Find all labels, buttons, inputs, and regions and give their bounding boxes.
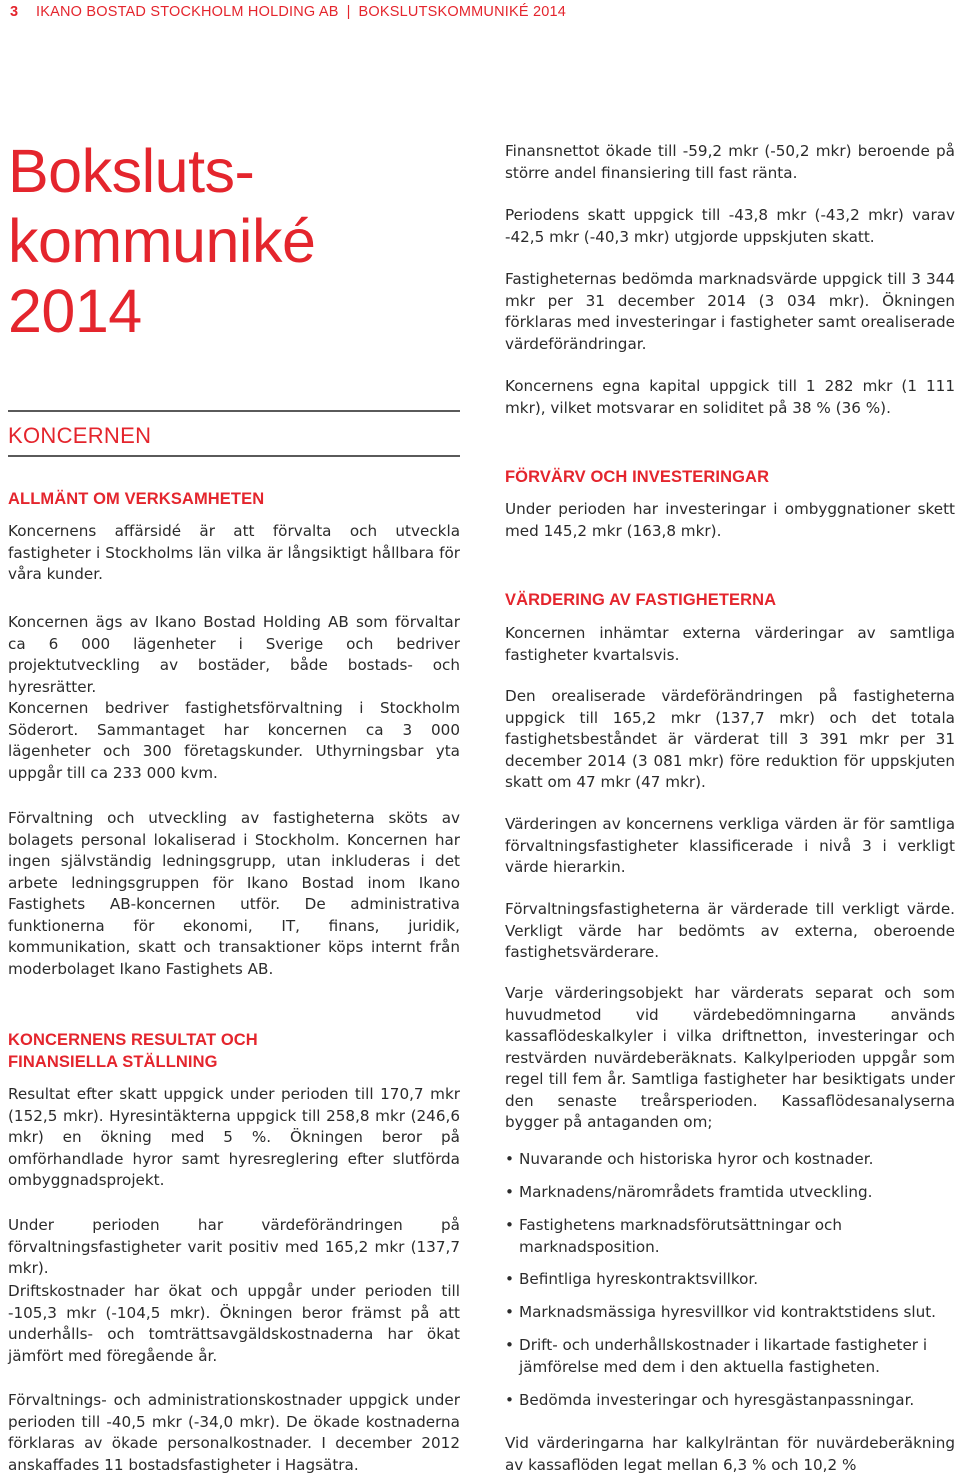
header-company: IKANO BOSTAD STOCKHOLM HOLDING AB [36, 4, 339, 20]
list-item: • Drift- och underhållskostnader i likartade fastigheter i jämförelse med dem i den aktuella fastigheten. [505, 1335, 955, 1378]
list-item: • Fastighetens marknadsförutsättningar och marknadsposition. [505, 1215, 955, 1258]
title-line-2: kommuniké [8, 207, 316, 275]
paragraph: Vid värderingarna har kalkylräntan för nuvärdeberäkning av kassaflöden legat mellan 6,3 % och 10,2 % [505, 1434, 955, 1474]
heading-allmant [8, 488, 460, 510]
heading-text: VÄRDERING AV FASTIGHETERNA [505, 591, 777, 609]
page-header [0, 0, 960, 24]
paragraph: Koncernens egna kapital uppgick till 1 282 mkr (1 111 mkr), vilket motsvarar en soliditet på 38 % (36 %). [505, 377, 955, 417]
heading-text: FÖRVÄRV OCH INVESTERINGAR [505, 468, 770, 486]
list-item: • Marknadsmässiga hyresvillkor vid kontraktstidens slut. [505, 1302, 955, 1324]
paragraph: Koncernen ägs av Ikano Bostad Holding AB som förvaltar ca 6 000 lägenheter i Sverige och bedriver projektutveckling av bostäder, både bostads- och hyresrätter. [8, 613, 460, 696]
section-rule-bottom [8, 455, 460, 457]
section-rule-top [8, 410, 460, 412]
paragraph: Resultat efter skatt uppgick under perioden till 170,7 mkr (152,5 mkr). Hyresintäkterna uppgick till 258,8 mkr (246,6 mkr) en ökning med 5 %. Ökningen beror på omförhandlade hyror samt hyresreglering efter slutförda ombyggnadsprojekt. [8, 1085, 460, 1189]
list-item: • Bedömda investeringar och hyresgästanpassningar. [505, 1390, 955, 1412]
list-item: • Marknadens/närområdets framtida utveckling. [505, 1182, 955, 1204]
list-item: • Befintliga hyreskontraktsvillkor. [505, 1269, 955, 1291]
paragraph: Förvaltnings- och administrationskostnader uppgick under perioden till -40,5 mkr (-34,0 mkr). De ökade kostnaderna förklaras av ökade personalkostnader. I december 2012 anskaffades 11 bostadsfastigheter i Hagsätra. [8, 1391, 460, 1474]
title-line-3: 2014 [8, 277, 142, 345]
heading-vardering [505, 589, 955, 611]
heading-text: FINANSIELLA STÄLLNING [8, 1053, 218, 1071]
paragraph: Den orealiserade värdeförändringen på fastigheterna uppgick till 165,2 mkr (137,7 mkr) och det totala fastighetsbeståndet är värderat till 3 391 mkr per 31 december 2014 (3 081 mkr) före reduktion för uppskjuten skatt om 47 mkr (47 mkr). [505, 687, 955, 791]
title-line-1: Boksluts- [8, 137, 255, 205]
header-separator: | [346, 4, 351, 20]
paragraph: Fastigheternas bedömda marknadsvärde uppgick till 3 344 mkr per 31 december 2014 (3 034 mkr). Ökningen förklaras med investeringar i fastigheter samt orealiserade värdeförändringar. [505, 270, 955, 353]
paragraph: Koncernen inhämtar externa värderingar av samtliga fastigheter kvartalsvis. [505, 624, 955, 664]
page-title [8, 136, 428, 346]
heading-forvarv [505, 466, 955, 488]
paragraph: Förvaltning och utveckling av fastigheterna sköts av bolagets personal lokaliserad i Stockholm. Koncernen har ingen självständig ledningsgrupp, utan inkluderas i det arbete ledningsgruppen för Ikano Bostad inom Ikano Fastighets AB-koncernen utför. De administrativa funktionerna för ekonomi, IT, finans, juridik, kommunikation, skatt och transaktioner köps internt från moderbolaget Ikano Fastighets AB. [8, 809, 460, 978]
page-number: 3 [10, 4, 19, 20]
paragraph: Under perioden har värdeförändringen på förvaltningsfastigheter varit positiv med 165,2 mkr (137,7 mkr). [8, 1216, 460, 1277]
paragraph: Driftskostnader har ökat och uppgår under perioden till -105,3 mkr (-104,5 mkr). Ökningen beror främst på att underhålls- och tomträttsavgäldskostnaderna har ökat jämfört med föregående år. [8, 1282, 460, 1365]
paragraph: Varje värderingsobjekt har värderats separat och som huvudmetod vid värdebedömningarna används kassaflödeskalkyler i vilka driftnetton, investeringar och restvärden nuvärdeberäknats. Kalkylperioden uppgår som regel till fem år. Samtliga fastigheter har besiktigats under den senaste treårsperioden. Kassaflödesanalyserna bygger på antaganden om; [505, 984, 955, 1131]
heading-text: ALLMÄNT OM VERKSAMHETEN [8, 490, 265, 508]
list-item: • Nuvarande och historiska hyror och kostnader. [505, 1149, 955, 1171]
running-header [36, 0, 566, 24]
paragraph: Förvaltningsfastigheterna är värderade till verkligt värde. Verkligt värde har bedömts av externa, oberoende fastighetsvärderare. [505, 900, 955, 961]
header-doc: BOKSLUTSKOMMUNIKÉ 2014 [358, 4, 567, 20]
heading-resultat [8, 1029, 460, 1073]
paragraph: Under perioden har investeringar i ombyggnationer skett med 145,2 mkr (163,8 mkr). [505, 500, 955, 540]
paragraph: Periodens skatt uppgick till -43,8 mkr (-43,2 mkr) varav -42,5 mkr (-40,3 mkr) utgjorde uppskjuten skatt. [505, 206, 955, 246]
paragraph: Koncernen bedriver fastighetsförvaltning i Stockholm Söderort. Sammantaget har koncernen ca 3 000 lägenheter och 300 företagskunder. Uthyrningsbar yta uppgår till ca 233 000 kvm. [8, 699, 460, 782]
section-title: KONCERNEN [8, 423, 152, 448]
paragraph: Finansnettot ökade till -59,2 mkr (-50,2 mkr) beroende på större andel finansiering till fast ränta. [505, 142, 955, 182]
paragraph: Koncernens affärsidé är att förvalta och utveckla fastigheter i Stockholms län vilka är långsiktigt hållbara för våra kunder. [8, 522, 460, 583]
heading-text: KONCERNENS RESULTAT OCH [8, 1031, 258, 1049]
paragraph: Värderingen av koncernens verkliga värden är för samtliga förvaltningsfastigheter klassificerade i nivå 3 i verkligt värde hierarkin. [505, 815, 955, 876]
